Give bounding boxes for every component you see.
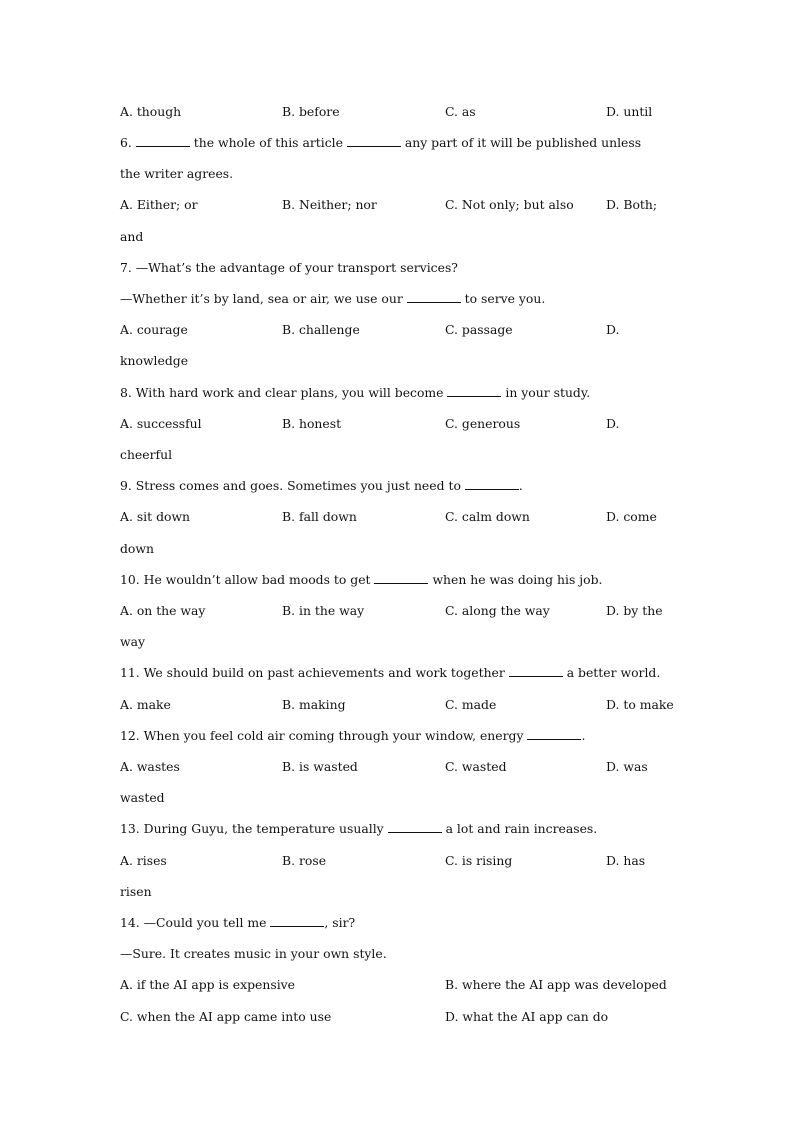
q13-option-a: A. rises — [120, 853, 167, 868]
answer-blank — [270, 915, 324, 927]
q5-option-a: A. though — [120, 104, 182, 119]
q11-option-a: A. make — [120, 697, 171, 712]
q11-option-b: B. making — [282, 697, 346, 712]
q12-option-d-cont: wasted — [120, 790, 165, 805]
answer-blank — [465, 478, 519, 490]
q11-option-d: D. to make — [606, 697, 674, 712]
q11-stem: 11. We should build on past achievements and work together a better world. — [120, 665, 661, 680]
q10-option-d-cont: way — [120, 634, 145, 649]
q6-option-a: A. Either; or — [120, 197, 198, 212]
q6-stem: 6. the whole of this article any part of it will be published unless — [120, 135, 642, 150]
q10-option-d: D. by the — [606, 603, 663, 618]
q13-option-d: D. has — [606, 853, 646, 868]
q6-option-d-cont: and — [120, 229, 144, 244]
q5-option-c: C. as — [445, 104, 476, 119]
answer-blank — [388, 821, 442, 833]
q9-option-c: C. calm down — [445, 509, 530, 524]
q9-option-d-cont: down — [120, 541, 154, 556]
q14-option-d: D. what the AI app can do — [445, 1009, 609, 1024]
q7-option-b: B. challenge — [282, 322, 360, 337]
q9-stem: 9. Stress comes and goes. Sometimes you just need to . — [120, 478, 523, 493]
answer-blank — [136, 135, 190, 147]
q13-option-b: B. rose — [282, 853, 327, 868]
q12-option-c: C. wasted — [445, 759, 507, 774]
q6-option-c: C. Not only; but also — [445, 197, 574, 212]
q8-option-c: C. generous — [445, 416, 521, 431]
q12-option-b: B. is wasted — [282, 759, 358, 774]
answer-blank — [407, 291, 461, 303]
q14-option-b: B. where the AI app was developed — [445, 977, 667, 992]
q13-option-d-cont: risen — [120, 884, 152, 899]
q6-option-b: B. Neither; nor — [282, 197, 377, 212]
q8-option-a: A. successful — [120, 416, 202, 431]
answer-blank — [509, 665, 563, 677]
answer-blank — [527, 728, 581, 740]
q13-stem: 13. During Guyu, the temperature usually a lot and rain increases. — [120, 821, 598, 836]
q5-option-d: D. until — [606, 104, 653, 119]
q14-response: —Sure. It creates music in your own style. — [120, 946, 387, 961]
q10-option-c: C. along the way — [445, 603, 550, 618]
q8-option-b: B. honest — [282, 416, 342, 431]
q9-option-d: D. come — [606, 509, 657, 524]
q10-stem: 10. He wouldn’t allow bad moods to get when he was doing his job. — [120, 572, 603, 587]
q8-option-d-cont: cheerful — [120, 447, 173, 462]
q8-stem: 8. With hard work and clear plans, you will become in your study. — [120, 385, 591, 400]
q5-option-b: B. before — [282, 104, 340, 119]
answer-blank — [347, 135, 401, 147]
q12-stem: 12. When you feel cold air coming through your window, energy . — [120, 728, 586, 743]
q8-option-d: D. — [606, 416, 620, 431]
q11-option-c: C. made — [445, 697, 497, 712]
q6-stem-cont: the writer agrees. — [120, 166, 234, 181]
q7-stem: 7. —What’s the advantage of your transport services? — [120, 260, 458, 275]
q7-response: —Whether it’s by land, sea or air, we use our to serve you. — [120, 291, 546, 306]
answer-blank — [447, 385, 501, 397]
q12-option-d: D. was — [606, 759, 648, 774]
q10-option-b: B. in the way — [282, 603, 365, 618]
q14-option-a: A. if the AI app is expensive — [120, 977, 295, 992]
q9-option-a: A. sit down — [120, 509, 191, 524]
q9-option-b: B. fall down — [282, 509, 357, 524]
q7-option-d-cont: knowledge — [120, 353, 189, 368]
q10-option-a: A. on the way — [120, 603, 206, 618]
q7-option-a: A. courage — [120, 322, 188, 337]
q6-option-d: D. Both; — [606, 197, 658, 212]
q14-stem: 14. —Could you tell me , sir? — [120, 915, 356, 930]
q7-option-d: D. — [606, 322, 620, 337]
q7-option-c: C. passage — [445, 322, 513, 337]
q14-option-c: C. when the AI app came into use — [120, 1009, 332, 1024]
answer-blank — [374, 572, 428, 584]
q13-option-c: C. is rising — [445, 853, 513, 868]
q12-option-a: A. wastes — [120, 759, 180, 774]
